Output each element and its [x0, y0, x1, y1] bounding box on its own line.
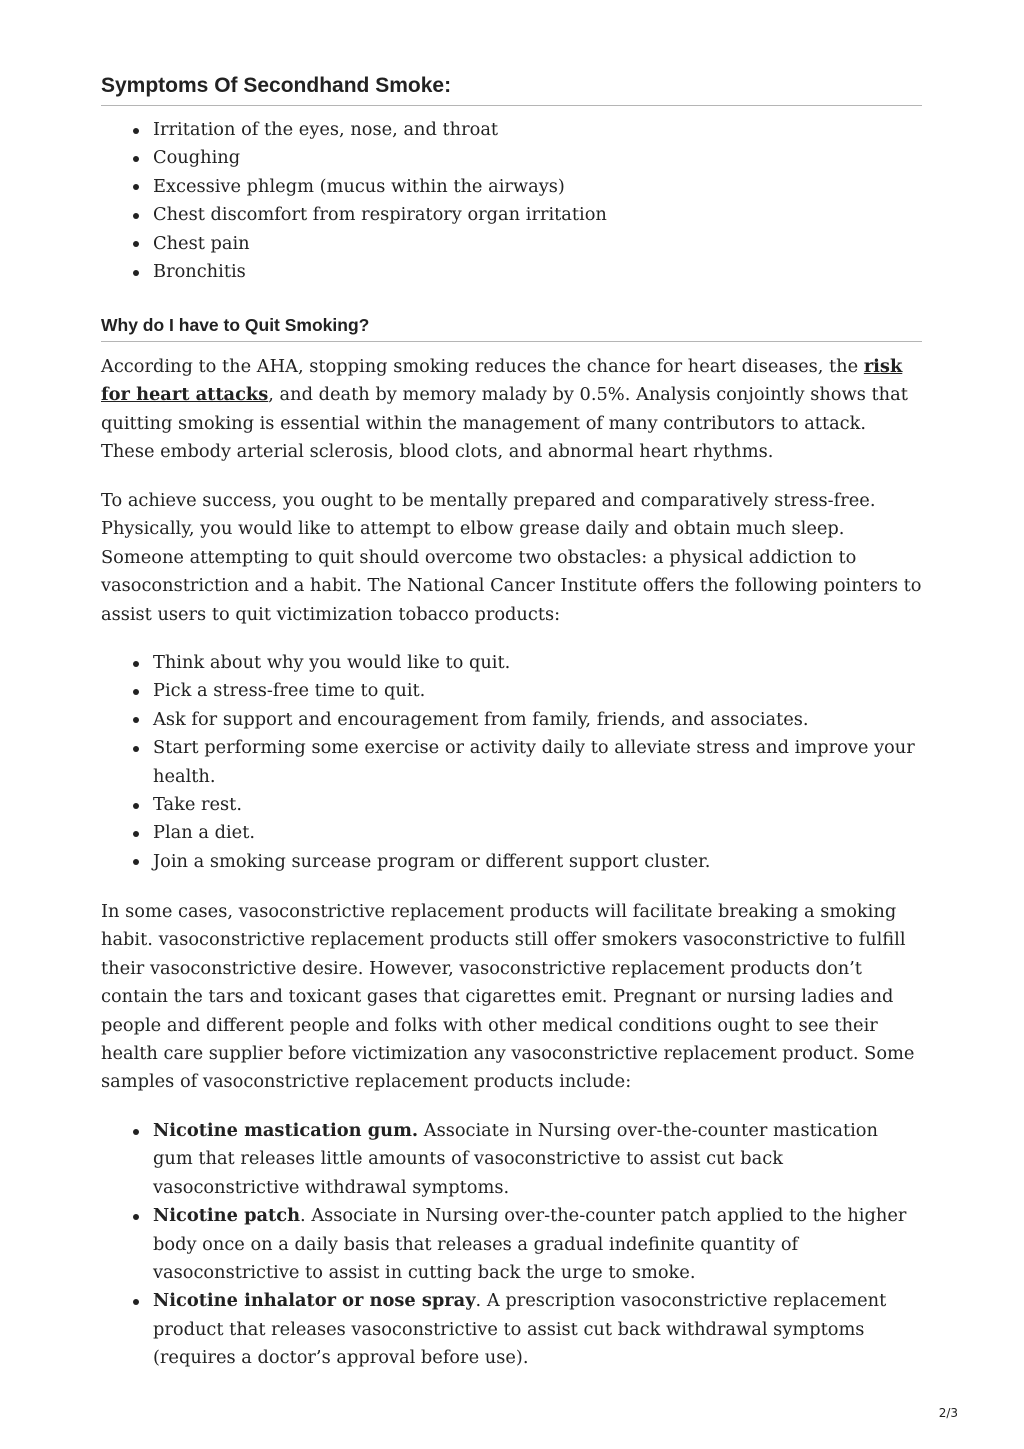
list-item: Think about why you would like to quit.: [153, 649, 922, 677]
paragraph-text: According to the AHA, stopping smoking reduces the chance for heart diseases, the: [101, 356, 864, 377]
paragraph-success: To achieve success, you ought to be mentally prepared and comparatively stress-free. Physically, you would like to attempt to elbow grease daily and obtain much sleep. Someone attempting to quit should overcome two obstacles: a physical addiction to vasoconstriction and a habit. The National Cancer Institute offers the following pointers to assist users to quit victimization tobacco products:: [101, 490, 922, 625]
list-item: Coughing: [153, 144, 922, 172]
risk-for-heart-attacks-link[interactable]: risk for heart attacks: [101, 356, 903, 406]
list-item: Irritation of the eyes, nose, and throat: [153, 116, 922, 144]
product-name: Nicotine mastication gum.: [153, 1120, 419, 1141]
product-description: . A prescription vasoconstrictive replacement product that releases vasoconstrictive to assist cut back withdrawal symptoms (requires a doctor’s approval before use).: [153, 1290, 887, 1369]
list-item: [153, 1117, 922, 1202]
list-item: [153, 1287, 922, 1372]
list-item: Excessive phlegm (mucus within the airways): [153, 173, 922, 201]
list-item: Bronchitis: [153, 258, 922, 286]
product-name: Nicotine patch: [153, 1205, 301, 1227]
list-item: Pick a stress-free time to quit.: [153, 677, 922, 705]
section-heading-symptoms: Symptoms Of Secondhand Smoke:: [101, 72, 922, 106]
product-description: Associate in Nursing over-the-counter mastication gum that releases little amounts of vasoconstrictive to assist cut back vasoconstrictive withdrawal symptoms.: [153, 1120, 878, 1198]
list-item: Ask for support and encouragement from family, friends, and associates.: [153, 706, 922, 734]
page-number: 2/3: [938, 1406, 958, 1420]
list-item: Start performing some exercise or activity daily to alleviate stress and improve your health.: [153, 734, 922, 791]
paragraph-text: , and death by memory malady by 0.5%. Analysis conjointly shows that quitting smoking is essential within the management of many contributors to attack. These embody arterial sclerosis, blood clots, and abnormal heart rhythms.: [101, 384, 908, 463]
paragraph-replacement: In some cases, vasoconstrictive replacement products will facilitate breaking a smoking habit. vasoconstrictive replacement products still offer smokers vasoconstrictive to fulfill their vasoconstrictive desire. However, vasoconstrictive replacement products don’t contain the tars and toxicant gases that cigarettes emit. Pregnant or nursing ladies and people and different people and folks with other medical conditions ought to see their health care supplier before victimization any vasoconstrictive replacement product. Some samples of vasoconstrictive replacement products include:: [101, 901, 915, 1093]
list-item: Plan a diet.: [153, 819, 922, 847]
product-name: Nicotine inhalator or nose spray: [153, 1290, 476, 1312]
replacement-products-list: [101, 1117, 922, 1373]
list-item: Join a smoking surcease program or different support cluster.: [153, 848, 922, 876]
symptoms-list: [101, 116, 922, 286]
paragraph-aha: [101, 353, 922, 467]
list-item: Take rest.: [153, 791, 922, 819]
list-item: [153, 1202, 922, 1287]
product-description: . Associate in Nursing over-the-counter patch applied to the higher body once on a daily basis that releases a gradual indefinite quantity of vasoconstrictive to assist in cutting back the urge to smoke.: [153, 1205, 907, 1284]
list-item: Chest pain: [153, 230, 922, 258]
section-heading-quit: Why do I have to Quit Smoking?: [101, 313, 922, 342]
list-item: Chest discomfort from respiratory organ irritation: [153, 201, 922, 229]
quit-tips-list: [101, 649, 922, 876]
